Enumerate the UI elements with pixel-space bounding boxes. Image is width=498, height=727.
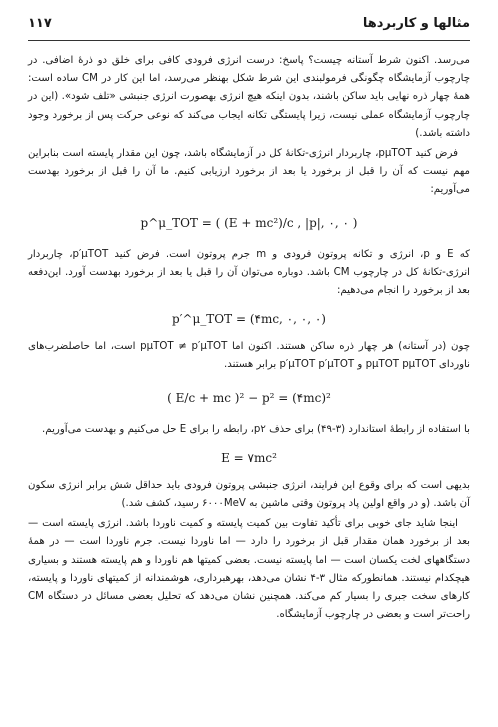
equation-ptot-cm: p′^μ_TOT = (۴mc, ۰, ۰, ۰): [172, 312, 326, 327]
paragraph-4: چون (در آستانه) هر چهار ذره ساکن هستند. اکنون اما pμTOT ≠ p′μTOT است، اما حاصلضرب‌های ناوردای pμTOT pμTOT و p′μTOT p′μTOT برابر هستند.: [28, 341, 470, 371]
equation-result: E = ۷mc²: [221, 450, 277, 465]
equation-invariant: ( E/c + mc )² − p² = (۴mc)²: [167, 390, 331, 405]
page-body: [28, 52, 470, 626]
paragraph-5: با استفاده از رابطهٔ استاندارد (۳‑۴۹) برای حذف p۲، رابطه را برای E حل می‌کنیم و بهدست می‌آوریم.: [42, 423, 470, 435]
paragraph-7: اینجا شاید جای خوبی برای تأکید تفاوت بین کمیت پایسته و کمیت ناوردا باشد. انرژی پایسته است — بعد از برخورد همان مقدار قبل از برخورد را دارد — اما ناوردا نیست. جرم ناوردا است — در همهٔ دستگاههای لخت یکسان است — اما پایسته نیست. بعضی کمیتها هم ناوردا و هم پایسته هستند و بسیاری هیچکدام نیستند. همانطورکه مثال ۳‑۴ نشان می‌دهد، بهرهبرداری، هوشمندانه از کمیتهای ناوردا و پایسته، کارهای سخت جبری را بسیار کم می‌کند. همچنین نشان می‌دهد که تحلیل بعضی مسائل در دستگاه CM راحت‌تر است و بعضی در چارچوب آزمایشگاه.: [28, 518, 470, 621]
paragraph-1: می‌رسد. اکنون شرط آستانه چیست؟ پاسخ: درست انرژی فرودی کافی برای خلق دو ذرهٔ اضافی. در چارچوب آزمایشگاه چگونگی فرمولبندی این شرط شکل بهنظر می‌رسد، اما این کار در CM ساده است: همهٔ چهار ذره نهایی باید ساکن باشند، بدون اینکه هیچ انرژی بهصورت انرژی جنبشی «تلف شود». (این در چارچوب آزمایشگاه عملی نیست، زیرا پایستگی تکانه ایجاب می‌کند که نوعی حرکت پس از برخورد وجود داشته باشد.): [28, 55, 471, 139]
paragraph-3: که E و p، انرژی و تکانه پروتون فرودی و m جرم پروتون است. فرض کنید p′μTOT، چاربردار انرژی‑تکانهٔ کل در چارچوب CM باشد. دوباره می‌توان آن را قبل یا بعد از برخورد بهدست آورد. این‌دفعه بعد از برخورد را انجام می‌دهیم:: [28, 248, 471, 297]
chapter-title: مثالها و کاربردها: [362, 16, 470, 31]
equation-ptot-lab: p^μ_TOT = ( (E + mc²)/c , |p|, ۰, ۰ ): [140, 215, 358, 230]
paragraph-6: بدیهی است که برای وقوع این فرایند، انرژی جنبشی پروتون فرودی باید حداقل شش برابر انرژی سکون آن باشد. (و در واقع اولین پاد پروتون وقتی ماشین به ۶۰۰۰MeV رسید، کشف شد.): [28, 479, 470, 510]
page-number: ۱۱۷: [28, 16, 52, 31]
page-header: [28, 16, 470, 38]
header-rule: [28, 40, 470, 41]
paragraph-2: فرض کنید pμTOT، چاربردار انرژی‑تکانهٔ کل در آزمایشگاه باشد، چون این مقدار پایسته است بنابراین مهم نیست که آن را قبل از برخورد یا بعد از برخورد ارزیابی کنیم. ما آن را قبل از برخورد بهدست می‌آوریم:: [28, 148, 470, 196]
